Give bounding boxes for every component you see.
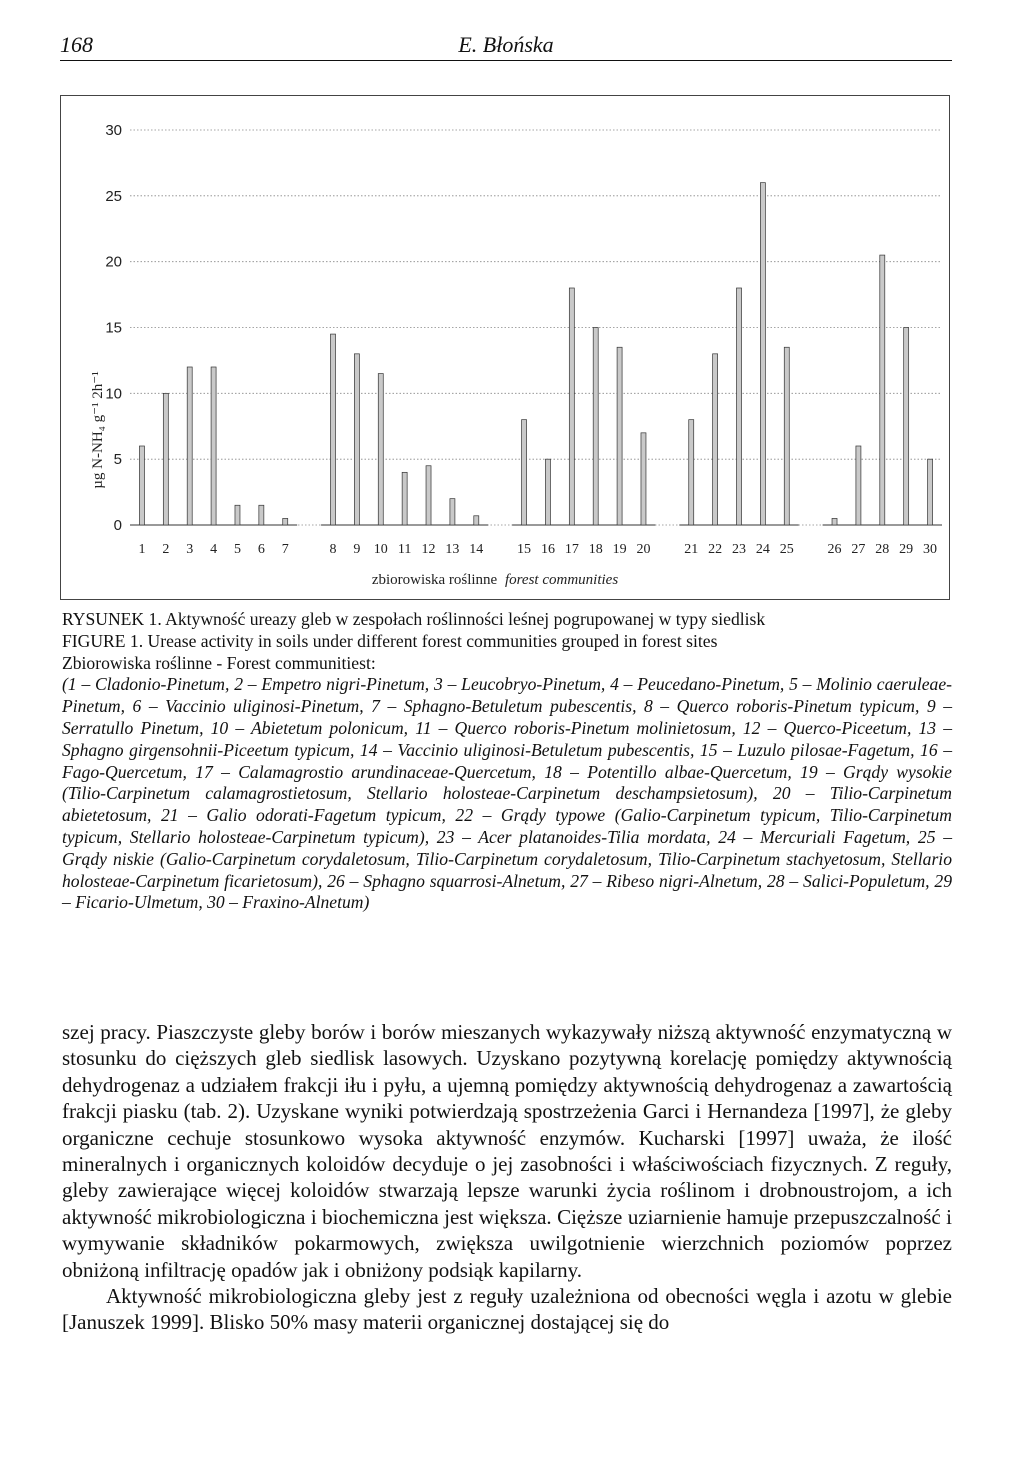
- x-tick-label: 15: [517, 542, 532, 557]
- bar-14: [474, 516, 479, 525]
- x-tick-label: 3: [186, 542, 194, 557]
- x-tick-label: 12: [421, 542, 436, 557]
- x-axis-title: [372, 572, 618, 588]
- x-tick-label: 28: [875, 542, 890, 557]
- bar-7: [283, 518, 288, 525]
- bar-15: [522, 420, 527, 525]
- x-axis-title-en: forest communities: [504, 572, 619, 588]
- caption-label-en: FIGURE 1.: [62, 630, 144, 651]
- bar-16: [545, 459, 550, 525]
- bar-19: [617, 347, 622, 525]
- y-axis-title: µg N-NH₄ g⁻¹ 2h⁻¹: [90, 371, 106, 489]
- x-tick-label: 17: [564, 542, 579, 557]
- bar-29: [904, 328, 909, 526]
- bar-20: [641, 433, 646, 525]
- x-tick-label: 5: [233, 542, 241, 557]
- bar-27: [856, 446, 861, 525]
- x-tick-label: 29: [899, 542, 914, 557]
- bar-22: [713, 354, 718, 525]
- bar-21: [689, 420, 694, 525]
- urease-activity-chart: [60, 95, 950, 600]
- bar-23: [737, 288, 742, 525]
- x-tick-label: 27: [851, 542, 866, 557]
- body-text: [62, 1019, 952, 1336]
- x-tick-label: 21: [684, 542, 699, 557]
- bar-18: [593, 328, 598, 526]
- x-tick-label: 10: [373, 542, 388, 557]
- bar-3: [187, 367, 192, 525]
- bar-28: [880, 255, 885, 525]
- chart-frame: [61, 96, 950, 600]
- x-tick-label: 13: [445, 542, 460, 557]
- bar-25: [784, 347, 789, 525]
- y-tick-label: 5: [113, 451, 122, 469]
- x-tick-label: 1: [138, 542, 146, 557]
- y-tick-label: 0: [113, 517, 122, 534]
- bar-4: [211, 367, 216, 525]
- x-tick-label: 7: [281, 542, 289, 557]
- caption-line-pl: [62, 609, 952, 631]
- x-tick-label: 6: [257, 542, 265, 557]
- x-tick-label: 19: [612, 542, 627, 557]
- y-tick-label: 10: [105, 385, 122, 403]
- bar-17: [569, 288, 574, 525]
- body-paragraph-1: szej pracy. Piaszczyste gleby borów i borów mieszanych wykazywały niższą aktywność enzymatyczną w stosunku do cięższych gleb siedlisk lasowych. Uzyskano pozytywną korelację pomiędzy aktywnością dehydrogenaz a udziałem frakcji iłu i pyłu, a ujemną pomiędzy aktywnością dehydrogenaz a zawartością frakcji piasku (tab. 2). Uzyskane wyniki potwierdzają spostrzeżenia Garci i Hernandeza [1997], że gleby organiczne cechuje stosunkowo wysoka aktywność enzymów. Kucharski [1997] uważa, że ilość mineralnych i organicznych koloidów decyduje o jej zasobności i właściwościach fizycznych. Z reguły, gleby zawierające więcej koloidów stwarzają lepsze warunki życia roślinom i drobnoustrojom, a ich aktywność mikrobiologiczna i biochemiczna jest większa. Cięższe uziarnienie hamuje przepuszczalność i wymywanie składników pokarmowych, zwiększa uwilgotnienie wierzchnich poziomów poprzez obniżoną infiltrację opadów jak i obniżony podsiąk kapilarny.: [62, 1020, 952, 1282]
- x-tick-label: 16: [540, 542, 555, 557]
- bar-1: [139, 446, 144, 525]
- body-paragraph-2: Aktywność mikrobiologiczna gleby jest z reguły uzależniona od obecności węgla i azotu w glebie [Januszek 1999]. Blisko 50% masy materii organicznej dostającej się do: [62, 1284, 952, 1335]
- caption-text-en: Urease activity in soils under different forest communities grouped in forest sites: [147, 630, 718, 651]
- x-tick-label: 23: [732, 542, 746, 557]
- x-tick-label: 8: [329, 542, 337, 557]
- x-tick-label: 30: [923, 542, 938, 557]
- figure-caption: [62, 609, 952, 914]
- x-tick-label: 22: [708, 542, 723, 557]
- caption-line-en: [62, 631, 952, 653]
- x-tick-label: 11: [397, 542, 412, 557]
- bar-26: [832, 518, 837, 525]
- bar-2: [163, 393, 168, 525]
- chart-bars: [139, 183, 932, 525]
- y-tick-label: 15: [105, 319, 122, 337]
- x-tick-label: 14: [469, 542, 484, 557]
- bar-24: [760, 183, 765, 525]
- page-number: 168: [60, 32, 93, 57]
- bar-5: [235, 505, 240, 525]
- bar-6: [259, 505, 264, 525]
- y-tick-label: 25: [105, 187, 122, 205]
- caption-subtitle: Zbiorowiska roślinne - Forest communitiest:: [62, 652, 376, 673]
- bar-11: [402, 472, 407, 525]
- bar-10: [378, 374, 383, 525]
- x-tick-label: 18: [588, 542, 603, 557]
- x-tick-label: 4: [210, 542, 218, 557]
- bar-9: [354, 354, 359, 525]
- x-tick-label: 25: [779, 542, 794, 557]
- bar-12: [426, 466, 431, 525]
- x-tick-label: 9: [353, 542, 361, 557]
- caption-legend: (1 – Cladonio-Pinetum, 2 – Empetro nigri-Pinetum, 3 – Leucobryo-Pinetum, 4 – Peucedano-Pinetum, 5 – Molinio caeruleae-Pinetum, 6 – Vaccinio uliginosi-Pinetum, 7 – Sphagno-Betuletum pubescentis, 8 – Querco roboris-Pinetum typicum, 9 – Serratullo Pinetum, 10 – Abietetum polonicum, 11 – Querco roboris-Pinetum molinietosum, 12 – Querco-Piceetum, 13 – Sphagno girgensohnii-Piceetum typicum, 14 – Vaccinio uliginosi-Betuletum pubescentis, 15 – Luzulo pilosae-Fagetum, 16 – Fago-Quercetum, 17 – Calamagrostio arundinaceae-Quercetum, 18 – Potentillo albae-Quercetum, 19 – Grądy wysokie (Tilio-Carpinetum calamagrostietosum, Stellario holosteae-Carpinetum deschampsietosum), 20 – Tilio-Carpinetum abietetosum, 21 – Galio odorati-Fagetum typicum, 22 – Grądy typowe (Galio-Carpinetum typicum, Tilio-Carpinetum typicum, Stellario holosteae-Carpinetum typicum), 23 – Acer platanoides-Tilia mordata, 24 – Mercuriali Fagetum, 25 – Grądy niskie (Galio-Carpinetum corydaletosum, Tilio-Carpinetum corydaletosum, Tilio-Carpinetum stachyetosum, Stellario holosteae-Carpinetum ficarietosum), 26 – Sphagno squarrosi-Alnetum, 27 – Ribeso nigri-Alnetum, 28 – Salici-Populetum, 29 – Ficario-Ulmetum, 30 – Fraxino-Alnetum): [62, 674, 952, 913]
- y-tick-label: 20: [105, 253, 122, 271]
- x-axis-title-pl: zbiorowiska roślinne: [371, 572, 498, 588]
- bar-8: [331, 334, 336, 525]
- caption-label-pl: RYSUNEK 1.: [62, 609, 162, 629]
- page-header: [60, 30, 952, 61]
- x-tick-label: 24: [755, 542, 770, 557]
- bar-30: [928, 459, 933, 525]
- x-tick-label: 20: [636, 542, 651, 557]
- x-tick-label: 26: [827, 542, 842, 557]
- y-tick-label: 30: [105, 122, 122, 139]
- caption-text-pl: Aktywność ureazy gleb w zespołach roślinności leśnej pogrupowanej w typy siedlisk: [165, 609, 766, 629]
- x-tick-label: 2: [162, 542, 170, 557]
- bar-13: [450, 499, 455, 525]
- running-head-author: E. Błońska: [458, 32, 554, 57]
- chart-x-labels: [138, 542, 937, 557]
